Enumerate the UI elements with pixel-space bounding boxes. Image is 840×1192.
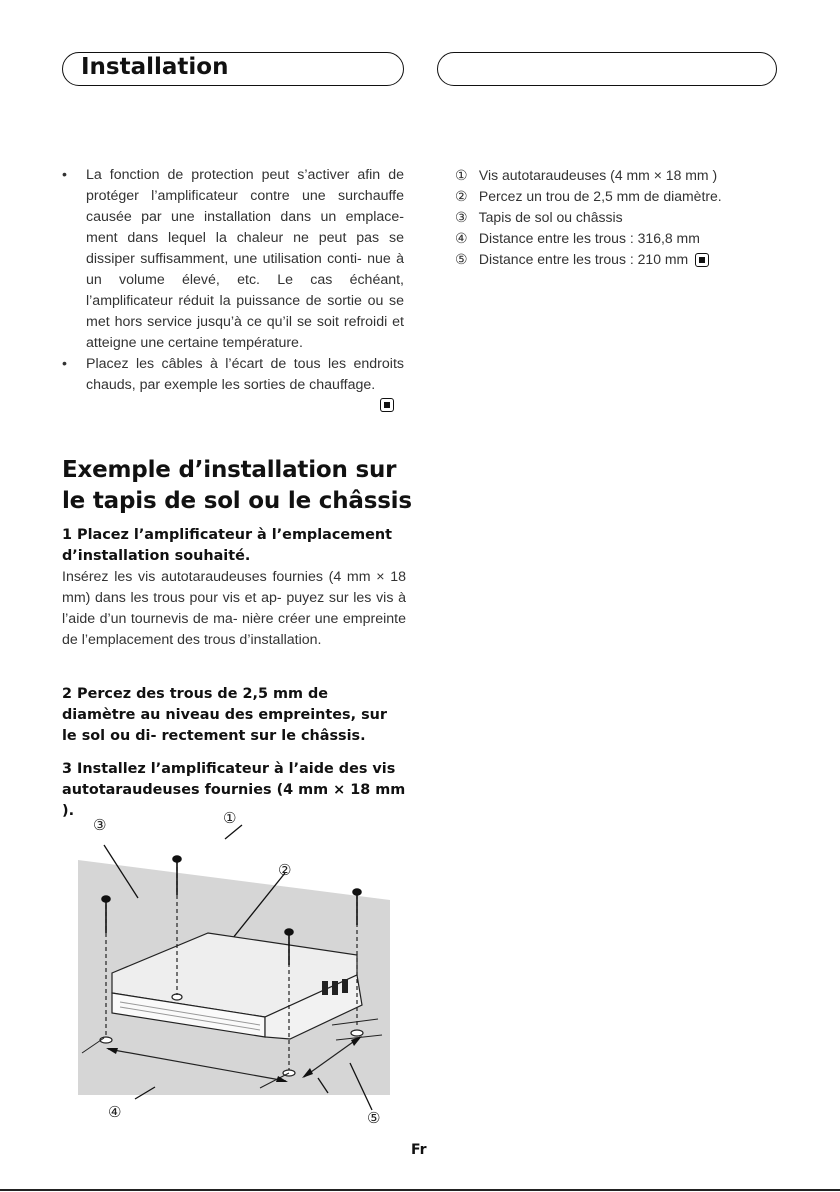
step-1-heading: 1 Placez l’amplificateur à l’emplacement d’installation souhaité. [62, 527, 393, 564]
step-2-heading: 2 Percez des trous de 2,5 mm de diamètre au niveau des empreintes, sur le sol ou di- rectement sur le châssis. [62, 686, 388, 744]
leader-line-1 [225, 825, 242, 839]
note-item [62, 165, 404, 354]
legend-item [455, 207, 722, 228]
legend-number: ① [455, 167, 468, 183]
end-of-section-icon [695, 253, 709, 267]
drill-hole [351, 1030, 363, 1036]
legend-number: ⑤ [455, 251, 468, 267]
page-language-label: Fr [411, 1142, 427, 1158]
legend-text: Vis autotaraudeuses (4 mm × 18 mm ) [478, 167, 718, 183]
callout-2: ② [278, 861, 292, 879]
legend-text: Distance entre les trous : 316,8 mm [478, 230, 700, 246]
section-tab-title: Installation [81, 54, 229, 80]
terminal-block [342, 979, 348, 993]
legend-item [455, 228, 722, 249]
page-bottom-rule [0, 1189, 840, 1191]
bullet-icon: • [62, 167, 67, 183]
callout-3: ③ [93, 816, 107, 834]
note-text: La fonction de protection peut s’activer afin de protéger l’amplificateur contre une surchauffe causée par une installation dans un emplace- ment dans lequel la chaleur ne peut pas se dissiper suffisamment, une utilisation conti- nue à un volume élevé, etc. Le cas échéant, l’amplificateur réduit la puissance de sortie ou se met hors service jusqu’à ce qu’il se soit refroidi et atteigne une certaine température. [86, 167, 404, 351]
callout-4: ④ [108, 1103, 122, 1121]
notes-list [62, 165, 404, 396]
legend-text: Percez un trou de 2,5 mm de diamètre. [478, 188, 722, 204]
right-tab [437, 52, 777, 86]
legend-item [455, 165, 722, 186]
legend-number: ③ [455, 209, 468, 225]
bullet-icon: • [62, 356, 67, 372]
legend-number: ② [455, 188, 468, 204]
legend-text: Distance entre les trous : 210 mm [478, 251, 689, 267]
legend-number: ④ [455, 230, 468, 246]
diagram-legend [455, 165, 722, 270]
step-3-heading: 3 Installez l’amplificateur à l’aide des vis autotaraudeuses fournies (4 mm × 18 mm ). [62, 761, 406, 819]
terminal-block [332, 981, 338, 995]
legend-item [455, 249, 722, 270]
callout-1: ① [223, 809, 237, 827]
step-1-body: Insérez les vis autotaraudeuses fournies (4 mm × 18 mm) dans les trous pour vis et ap- puyez sur les vis à l’aide d’un tournevis de ma- nière créer une empreinte de l’emplacement des trous d’installation. [62, 569, 406, 648]
legend-item [455, 186, 722, 207]
note-item [62, 354, 404, 396]
installation-diagram [60, 805, 400, 1130]
note-text: Placez les câbles à l’écart de tous les endroits chauds, par exemple les sorties de chauffage. [86, 356, 404, 393]
legend-text: Tapis de sol ou châssis [478, 209, 623, 225]
section-tab [62, 52, 404, 86]
end-of-section-icon [380, 398, 394, 412]
terminal-block [322, 981, 328, 995]
section-heading: Exemple d’installation sur le tapis de sol ou le châssis [62, 457, 412, 514]
callout-5: ⑤ [367, 1109, 381, 1127]
